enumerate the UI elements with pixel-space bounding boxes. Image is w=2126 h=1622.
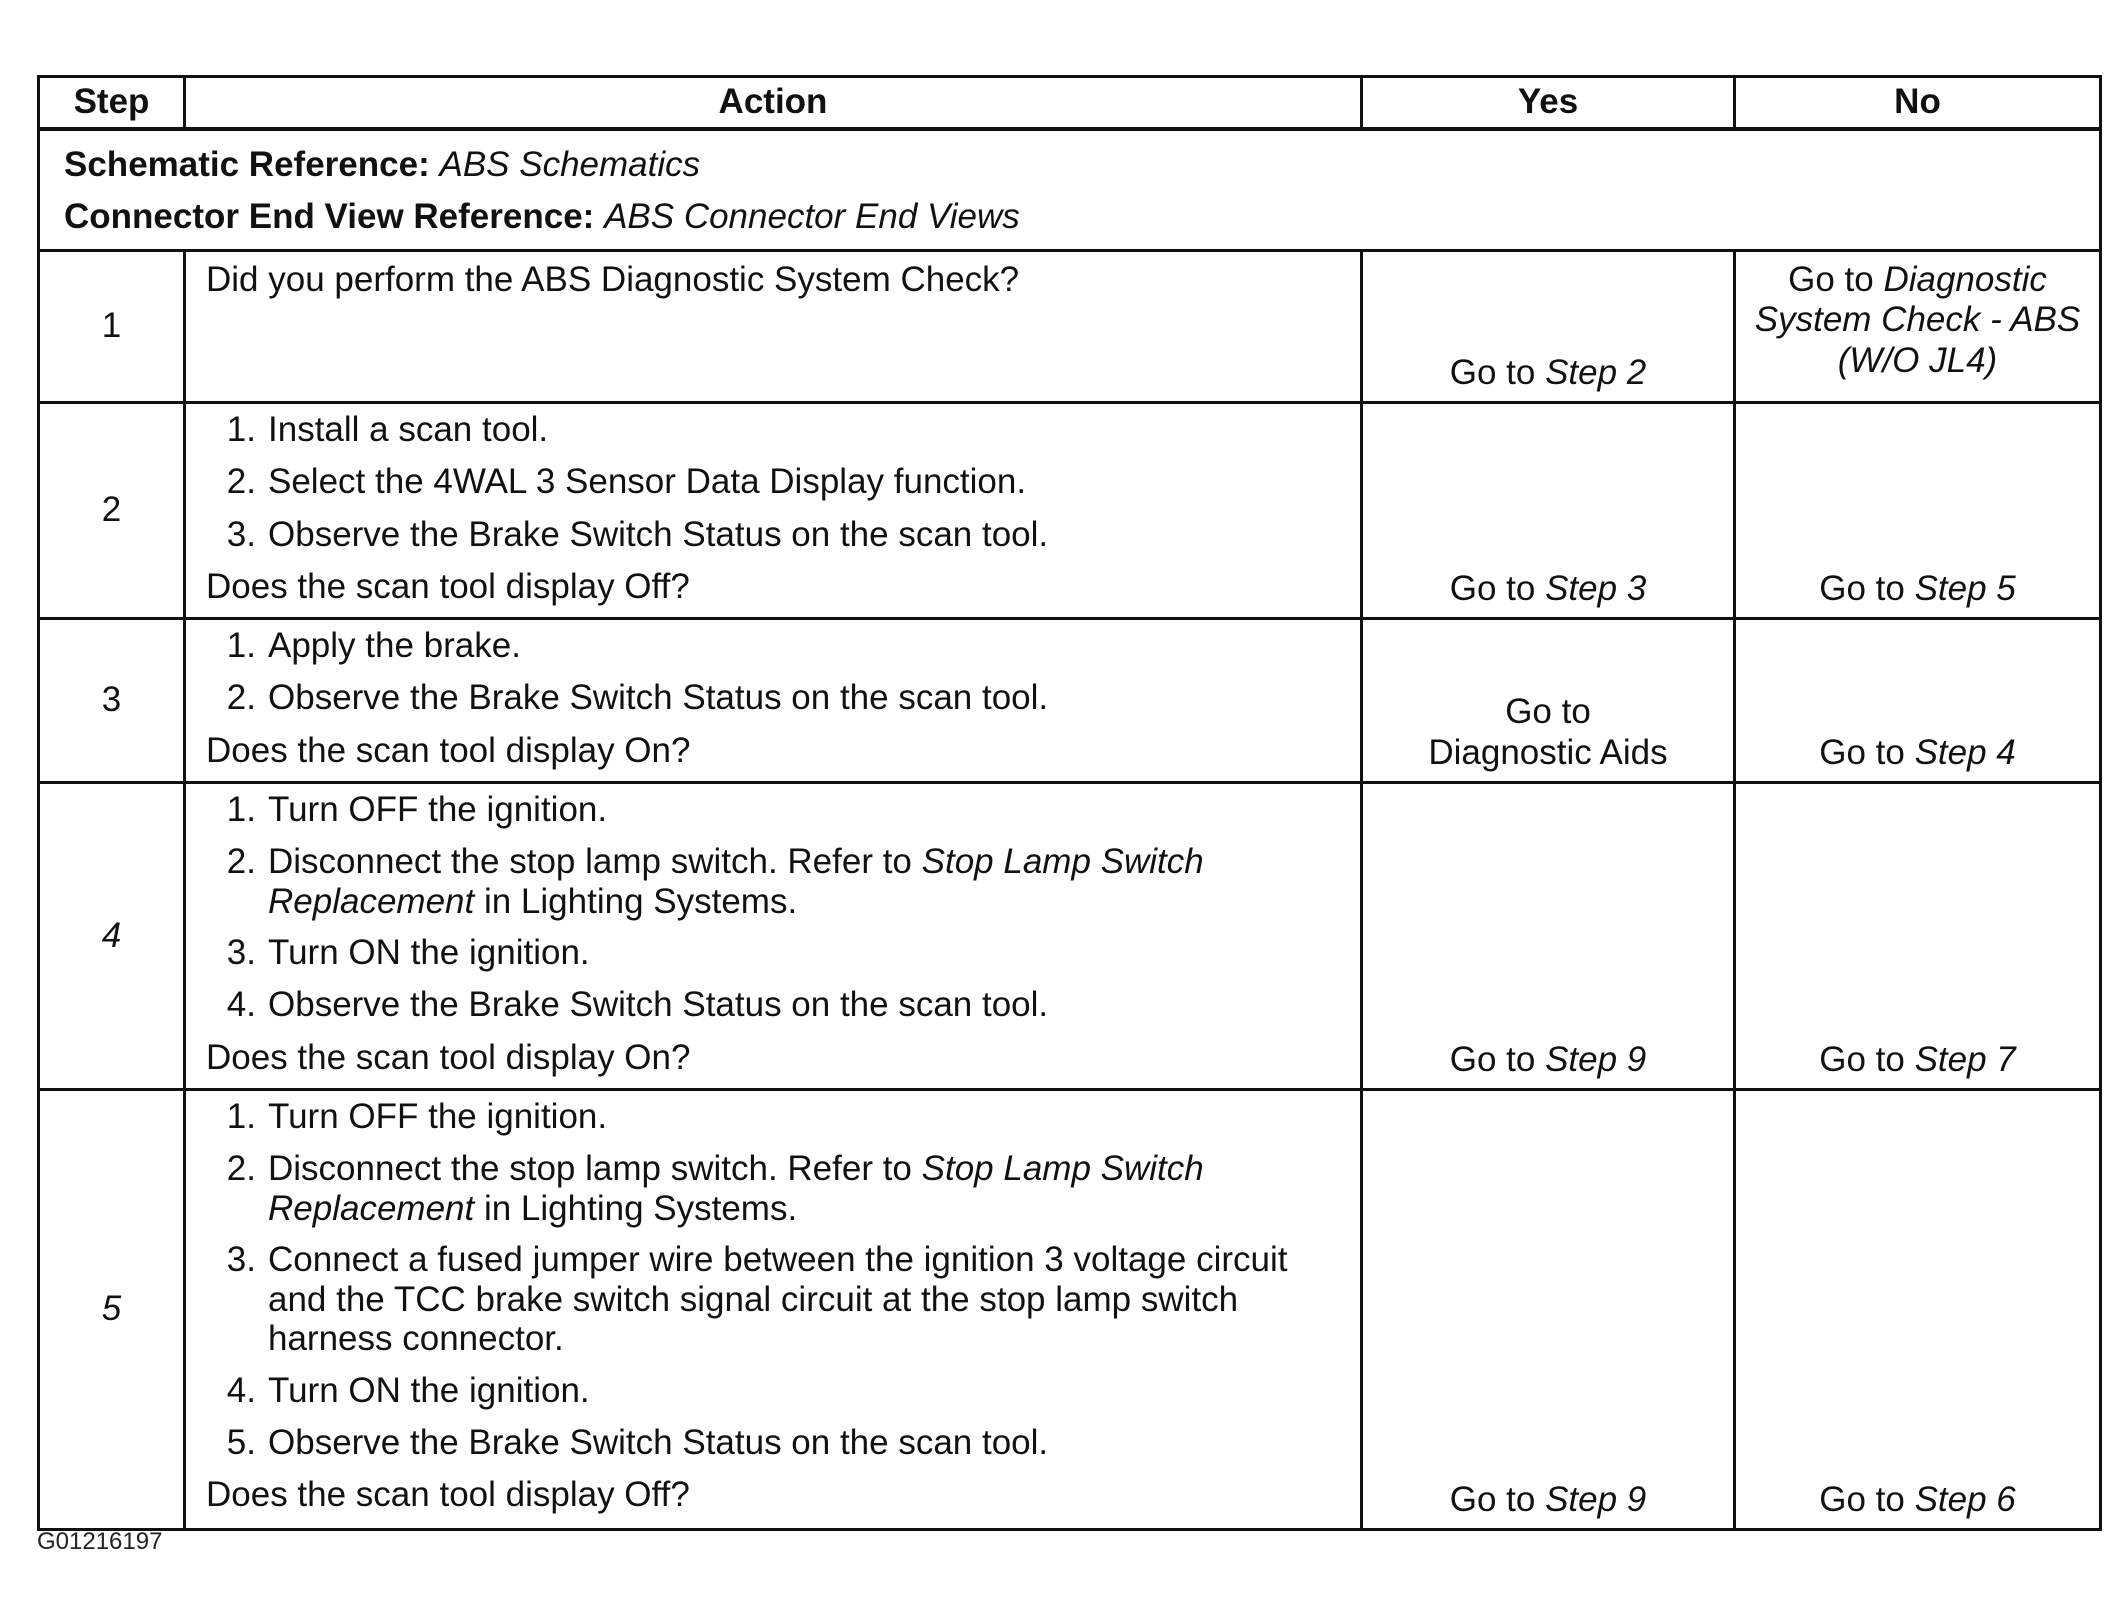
yes-reference: Step 2 [1545, 352, 1647, 392]
table-row [39, 403, 2101, 619]
no-cell [1735, 782, 2101, 1089]
schematic-reference [64, 139, 2075, 191]
list-item: 2. Disconnect the stop lamp switch. Refer to Stop Lamp Switch Replacement in Lighting Systems. [226, 842, 1204, 921]
action-cell [185, 1089, 1362, 1529]
list-item: 2. Select the 4WAL 3 Sensor Data Display function. [226, 462, 1027, 502]
yes-prefix: Go to [1449, 568, 1536, 608]
action-cell [185, 403, 1362, 619]
yes-prefix: Go to [1449, 352, 1536, 392]
no-prefix: Go to [1819, 1039, 1905, 1079]
list-item: 2. Observe the Brake Switch Status on the scan tool. [226, 678, 1049, 718]
header-yes: Yes [1362, 77, 1735, 130]
list-item: 4. Turn ON the ignition. [226, 1370, 590, 1410]
reference-link: Stop Lamp Switch Replacement [268, 842, 1204, 921]
table-row [39, 782, 2101, 1089]
yes-cell [1362, 251, 1735, 403]
no-prefix: Go to [1819, 568, 1905, 608]
step-number: 2 [39, 403, 185, 619]
yes-reference: Step 9 [1545, 1039, 1647, 1079]
list-item: 1. Apply the brake. [226, 626, 521, 665]
figure-id: G01216197 [37, 1528, 163, 1555]
step-number: 5 [39, 1089, 185, 1529]
table-row [39, 619, 2101, 783]
no-cell [1735, 619, 2101, 783]
header-action: Action [185, 77, 1362, 130]
no-cell [1735, 1089, 2101, 1529]
diagnostic-table [37, 75, 2102, 1531]
reference-cell [39, 129, 2101, 251]
header-no: No [1735, 77, 2101, 130]
step-number: 1 [39, 251, 185, 403]
no-prefix: Go to [1819, 732, 1905, 772]
header-row [39, 77, 2101, 130]
reference-link: Stop Lamp Switch Replacement [268, 1149, 1204, 1228]
action-cell [185, 782, 1362, 1089]
action-question: Does the scan tool display On? [206, 730, 691, 770]
no-reference: Step 4 [1914, 732, 2016, 772]
no-reference: Step 7 [1914, 1039, 2016, 1079]
table-row [39, 1089, 2101, 1529]
schematic-reference-label: Schematic Reference: [64, 145, 430, 184]
no-cell [1735, 403, 2101, 619]
step-number: 4 [39, 782, 185, 1089]
no-prefix: Go to [1819, 1479, 1905, 1519]
connector-reference-value: ABS Connector End Views [604, 197, 1020, 236]
yes-cell [1362, 782, 1735, 1089]
action-cell [185, 619, 1362, 783]
connector-reference-label: Connector End View Reference: [64, 197, 595, 236]
step-number: 3 [39, 619, 185, 783]
yes-line-2: Diagnostic Aids [1428, 732, 1668, 772]
connector-reference [64, 191, 2075, 243]
list-item: 3. Turn ON the ignition. [226, 933, 590, 973]
action-question: Does the scan tool display On? [206, 1037, 691, 1077]
action-cell [185, 251, 1362, 403]
list-item: 1. Turn OFF the ignition. [226, 789, 608, 829]
list-item: 4. Observe the Brake Switch Status on the scan tool. [226, 985, 1049, 1025]
no-reference: Step 6 [1914, 1479, 2016, 1519]
yes-reference: Step 3 [1545, 568, 1647, 608]
yes-cell [1362, 1089, 1735, 1529]
action-list [206, 626, 1340, 719]
list-item: 1. Install a scan tool. [226, 410, 549, 449]
no-reference: Step 5 [1914, 568, 2016, 608]
action-list [206, 410, 1340, 555]
no-reference: Diagnostic System Check - ABS (W/O JL4) [1754, 260, 2081, 380]
action-list [206, 1097, 1340, 1463]
list-item: 5. Observe the Brake Switch Status on the scan tool. [226, 1423, 1049, 1463]
list-item: 1. Turn OFF the ignition. [226, 1096, 608, 1136]
list-item: 2. Disconnect the stop lamp switch. Refer to Stop Lamp Switch Replacement in Lighting Systems. [226, 1149, 1204, 1228]
yes-prefix: Go to [1449, 1479, 1536, 1519]
yes-prefix: Go to [1449, 1039, 1536, 1079]
yes-cell [1362, 403, 1735, 619]
action-question: Does the scan tool display Off? [206, 1475, 690, 1515]
yes-reference: Step 9 [1545, 1479, 1647, 1519]
action-list [206, 790, 1340, 1026]
yes-cell [1362, 619, 1735, 783]
no-prefix: Go to [1788, 260, 1874, 299]
action-question: Does the scan tool display Off? [206, 566, 690, 606]
no-cell [1735, 251, 2101, 403]
reference-row [39, 129, 2101, 251]
table-row [39, 251, 2101, 403]
list-item: 3. Connect a fused jumper wire between the ignition 3 voltage circuit and the TCC brake switch signal circuit at the stop lamp switch harness connector. [226, 1240, 1288, 1359]
list-item: 3. Observe the Brake Switch Status on the scan tool. [226, 514, 1049, 554]
header-step: Step [39, 77, 185, 130]
yes-line-1: Go to [1505, 692, 1591, 732]
schematic-reference-value: ABS Schematics [439, 145, 701, 184]
action-question: Did you perform the ABS Diagnostic System Check? [206, 260, 1020, 299]
